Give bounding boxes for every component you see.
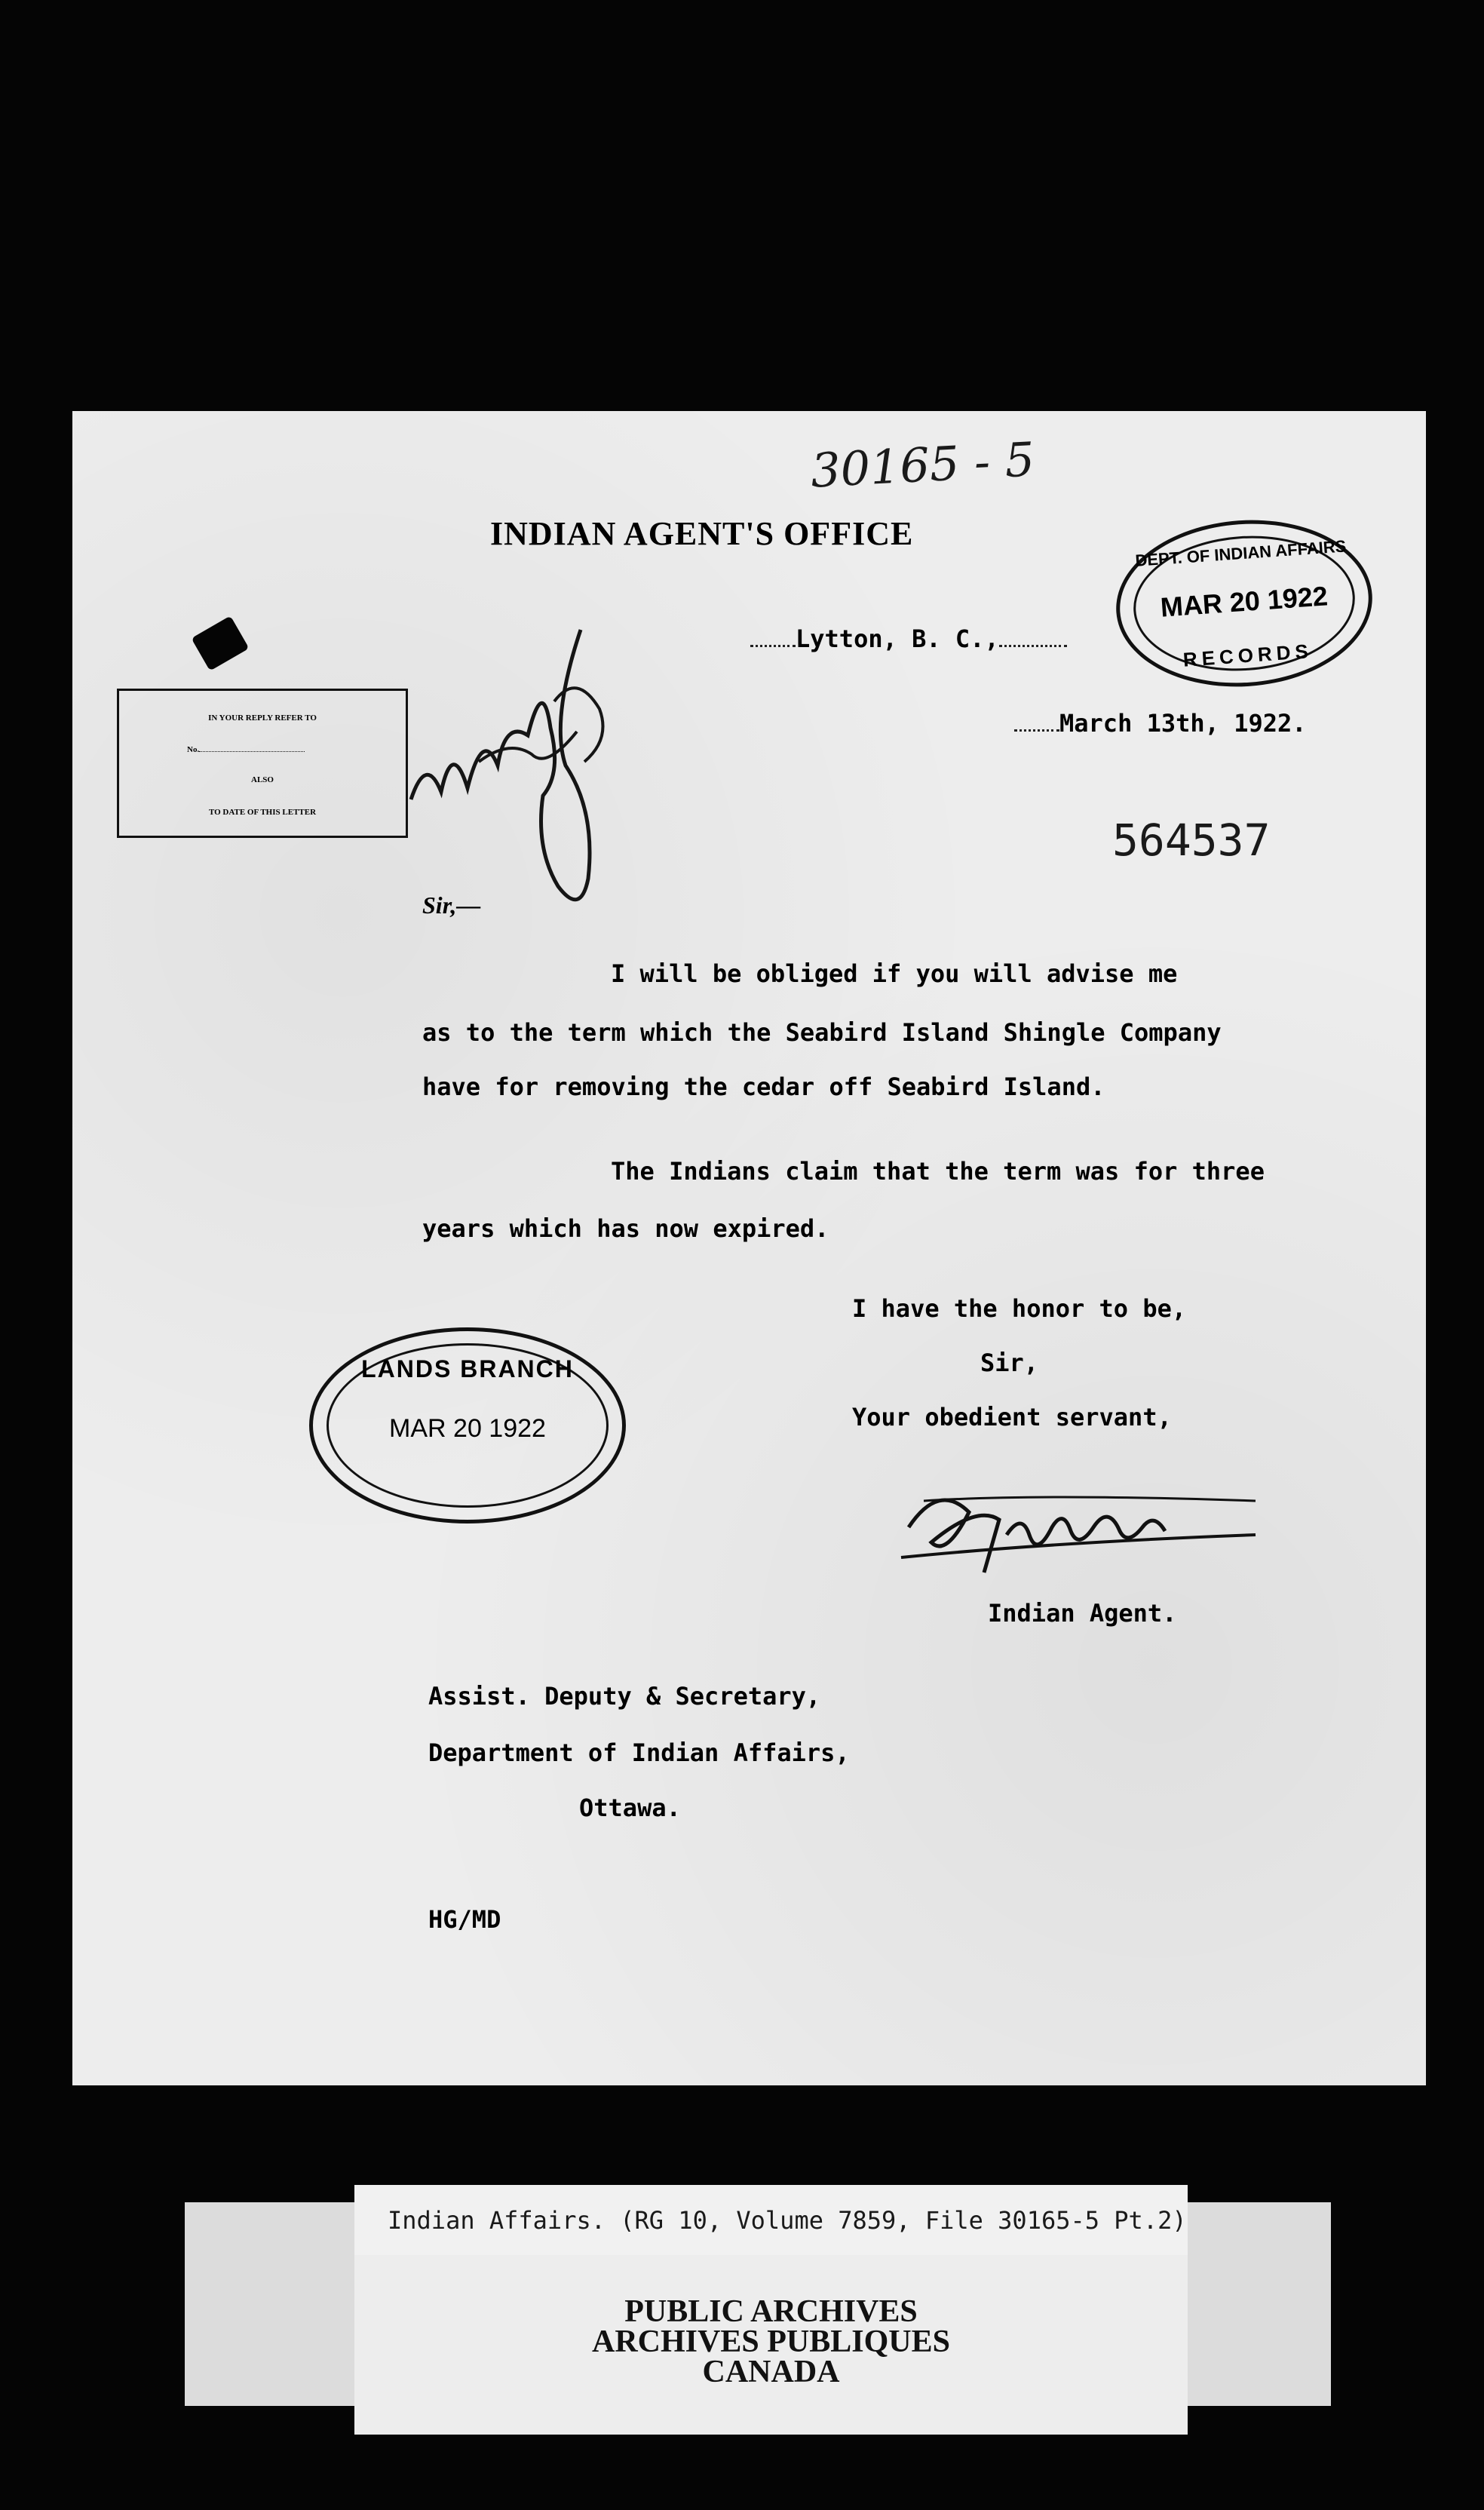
- paragraph1-line2: as to the term which the Seabird Island Shingle Company: [422, 1018, 1222, 1047]
- addressee-line3: Ottawa.: [579, 1794, 681, 1822]
- reply-box-number-blank: [199, 751, 305, 752]
- handwritten-annotation: [403, 588, 645, 905]
- handwritten-file-reference: 30165 - 5: [809, 431, 1036, 499]
- date-leader: [1014, 729, 1059, 732]
- archive-institution-line2: ARCHIVES PUBLIQUES: [592, 2324, 950, 2359]
- closing-line3: Your obedient servant,: [852, 1403, 1172, 1431]
- paragraph2-line2: years which has now expired.: [422, 1214, 829, 1243]
- archive-source-label: [354, 2185, 1188, 2255]
- letter-place: [750, 624, 1067, 653]
- reply-box-number-label: No.: [187, 745, 200, 754]
- place-leader: [750, 645, 796, 647]
- reply-box-line4: TO DATE OF THIS LETTER: [208, 808, 317, 817]
- reply-box-number: [187, 745, 305, 754]
- records-stamp-date: MAR 20 1922: [1159, 580, 1329, 623]
- addressee-line1: Assist. Deputy & Secretary,: [428, 1682, 821, 1711]
- records-stamp-department: DEPT. OF INDIAN AFFAIRS: [1134, 536, 1348, 570]
- archive-institution: [354, 2294, 1188, 2389]
- lands-branch-stamp: [309, 1327, 626, 1523]
- archive-institution-line1: PUBLIC ARCHIVES: [624, 2294, 918, 2329]
- register-number: 564537: [1112, 815, 1271, 866]
- reply-box-also: ALSO: [251, 775, 274, 784]
- archive-source-text: Indian Affairs. (RG 10, Volume 7859, File 30165-5 Pt.2): [388, 2206, 1187, 2235]
- letter-date: [1014, 709, 1307, 738]
- place-text: Lytton, B. C.,: [796, 624, 999, 653]
- date-text: March 13th, 1922.: [1059, 709, 1307, 738]
- office-title: INDIAN AGENT'S OFFICE: [490, 515, 914, 552]
- lands-stamp-label: LANDS BRANCH: [361, 1355, 574, 1382]
- closing-line1: I have the honor to be,: [852, 1294, 1187, 1323]
- paragraph2-line1: The Indians claim that the term was for three: [611, 1157, 1265, 1186]
- addressee-line2: Department of Indian Affairs,: [428, 1738, 850, 1767]
- paragraph1-line3: have for removing the cedar off Seabird Island.: [422, 1072, 1105, 1101]
- reply-reference-box: [117, 689, 408, 838]
- reply-box-line1: IN YOUR REPLY REFER TO: [208, 713, 317, 723]
- closing-line2: Sir,: [980, 1349, 1039, 1377]
- typist-initials: HG/MD: [428, 1905, 501, 1934]
- paragraph1-line1: I will be obliged if you will advise me: [611, 959, 1178, 988]
- lands-stamp-date: MAR 20 1922: [389, 1414, 546, 1443]
- place-trailer: [999, 645, 1067, 647]
- signer-title: Indian Agent.: [988, 1599, 1177, 1628]
- archive-institution-line3: CANADA: [702, 2355, 840, 2389]
- agent-signature: [894, 1474, 1271, 1580]
- records-stamp-label: RECORDS: [1182, 639, 1314, 671]
- salutation: Sir,—: [422, 891, 481, 919]
